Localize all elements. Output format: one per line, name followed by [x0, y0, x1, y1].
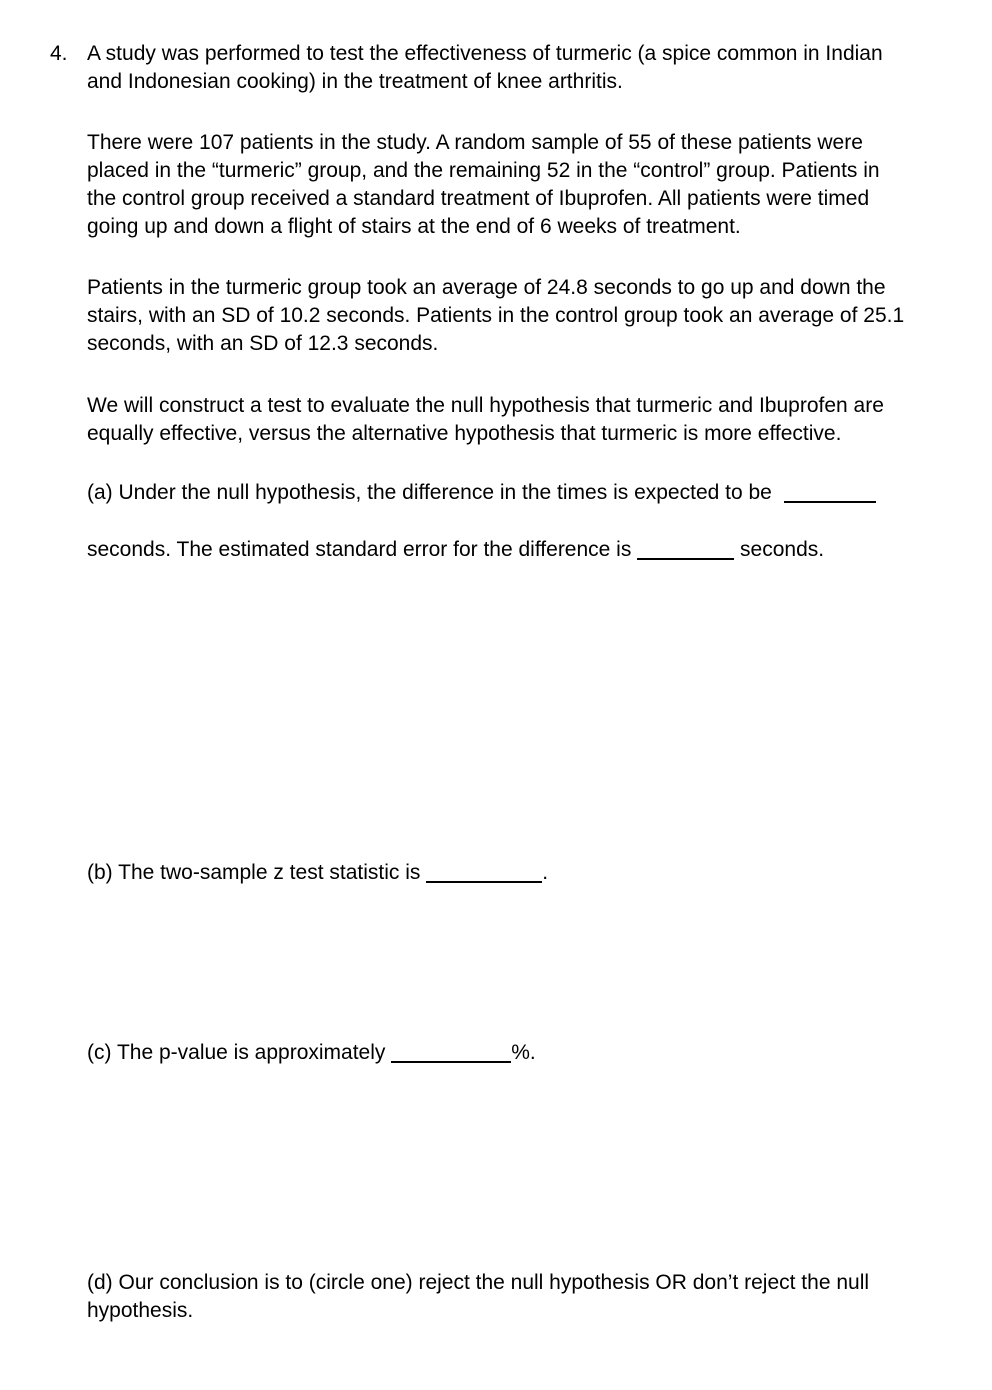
results-paragraph: [87, 274, 904, 358]
text-line: seconds, with an SD of 12.3 seconds.: [87, 332, 439, 355]
part-c-suffix: %.: [511, 1041, 536, 1064]
part-b-text: (b) The two-sample z test statistic is: [87, 861, 421, 884]
text-line: going up and down a flight of stairs at the end of 6 weeks of treatment.: [87, 215, 741, 238]
question-4-intro: [50, 40, 883, 96]
question-number: 4.: [50, 42, 68, 65]
part-a-text-3: seconds.: [740, 538, 825, 561]
text-line: We will construct a test to evaluate the null hypothesis that turmeric and Ibuprofen are: [87, 394, 884, 417]
text-line: hypothesis.: [87, 1299, 194, 1322]
part-c-line: [87, 1039, 536, 1067]
part-b-line: [87, 859, 548, 887]
hypotheses-paragraph: [87, 392, 884, 448]
text-line: Patients in the turmeric group took an average of 24.8 seconds to go up and down the: [87, 276, 886, 299]
answer-blank-standard-error: [637, 544, 734, 560]
part-b-suffix: .: [542, 861, 549, 884]
part-a-line-2: [87, 536, 824, 564]
part-c-text: (c) The p-value is approximately: [87, 1041, 386, 1064]
intro-line-2: and Indonesian cooking) in the treatment of knee arthritis.: [87, 70, 623, 93]
study-design-paragraph: [87, 129, 880, 241]
part-d-paragraph: [87, 1269, 869, 1325]
answer-blank-expected-difference: [784, 487, 876, 503]
text-line: (d) Our conclusion is to (circle one) reject the null hypothesis OR don’t reject the null: [87, 1271, 870, 1294]
text-line: equally effective, versus the alternative hypothesis that turmeric is more effective.: [87, 422, 842, 445]
part-a-line-1: [87, 479, 876, 507]
text-line: There were 107 patients in the study. A random sample of 55 of these patients were: [87, 131, 863, 154]
text-line: [50, 40, 883, 68]
text-line: the control group received a standard treatment of Ibuprofen. All patients were timed: [87, 187, 870, 210]
part-a-text-1: (a) Under the null hypothesis, the difference in the times is expected to be: [87, 481, 772, 504]
answer-blank-p-value: [391, 1047, 511, 1063]
intro-line-1: A study was performed to test the effectiveness of turmeric (a spice common in Indian: [87, 42, 883, 65]
text-line: placed in the “turmeric” group, and the remaining 52 in the “control” group. Patients in: [87, 159, 880, 182]
part-a-text-2: seconds. The estimated standard error for the difference is: [87, 538, 632, 561]
text-line: stairs, with an SD of 10.2 seconds. Patients in the control group took an average of 25.1: [87, 304, 905, 327]
answer-blank-z-statistic: [426, 867, 542, 883]
